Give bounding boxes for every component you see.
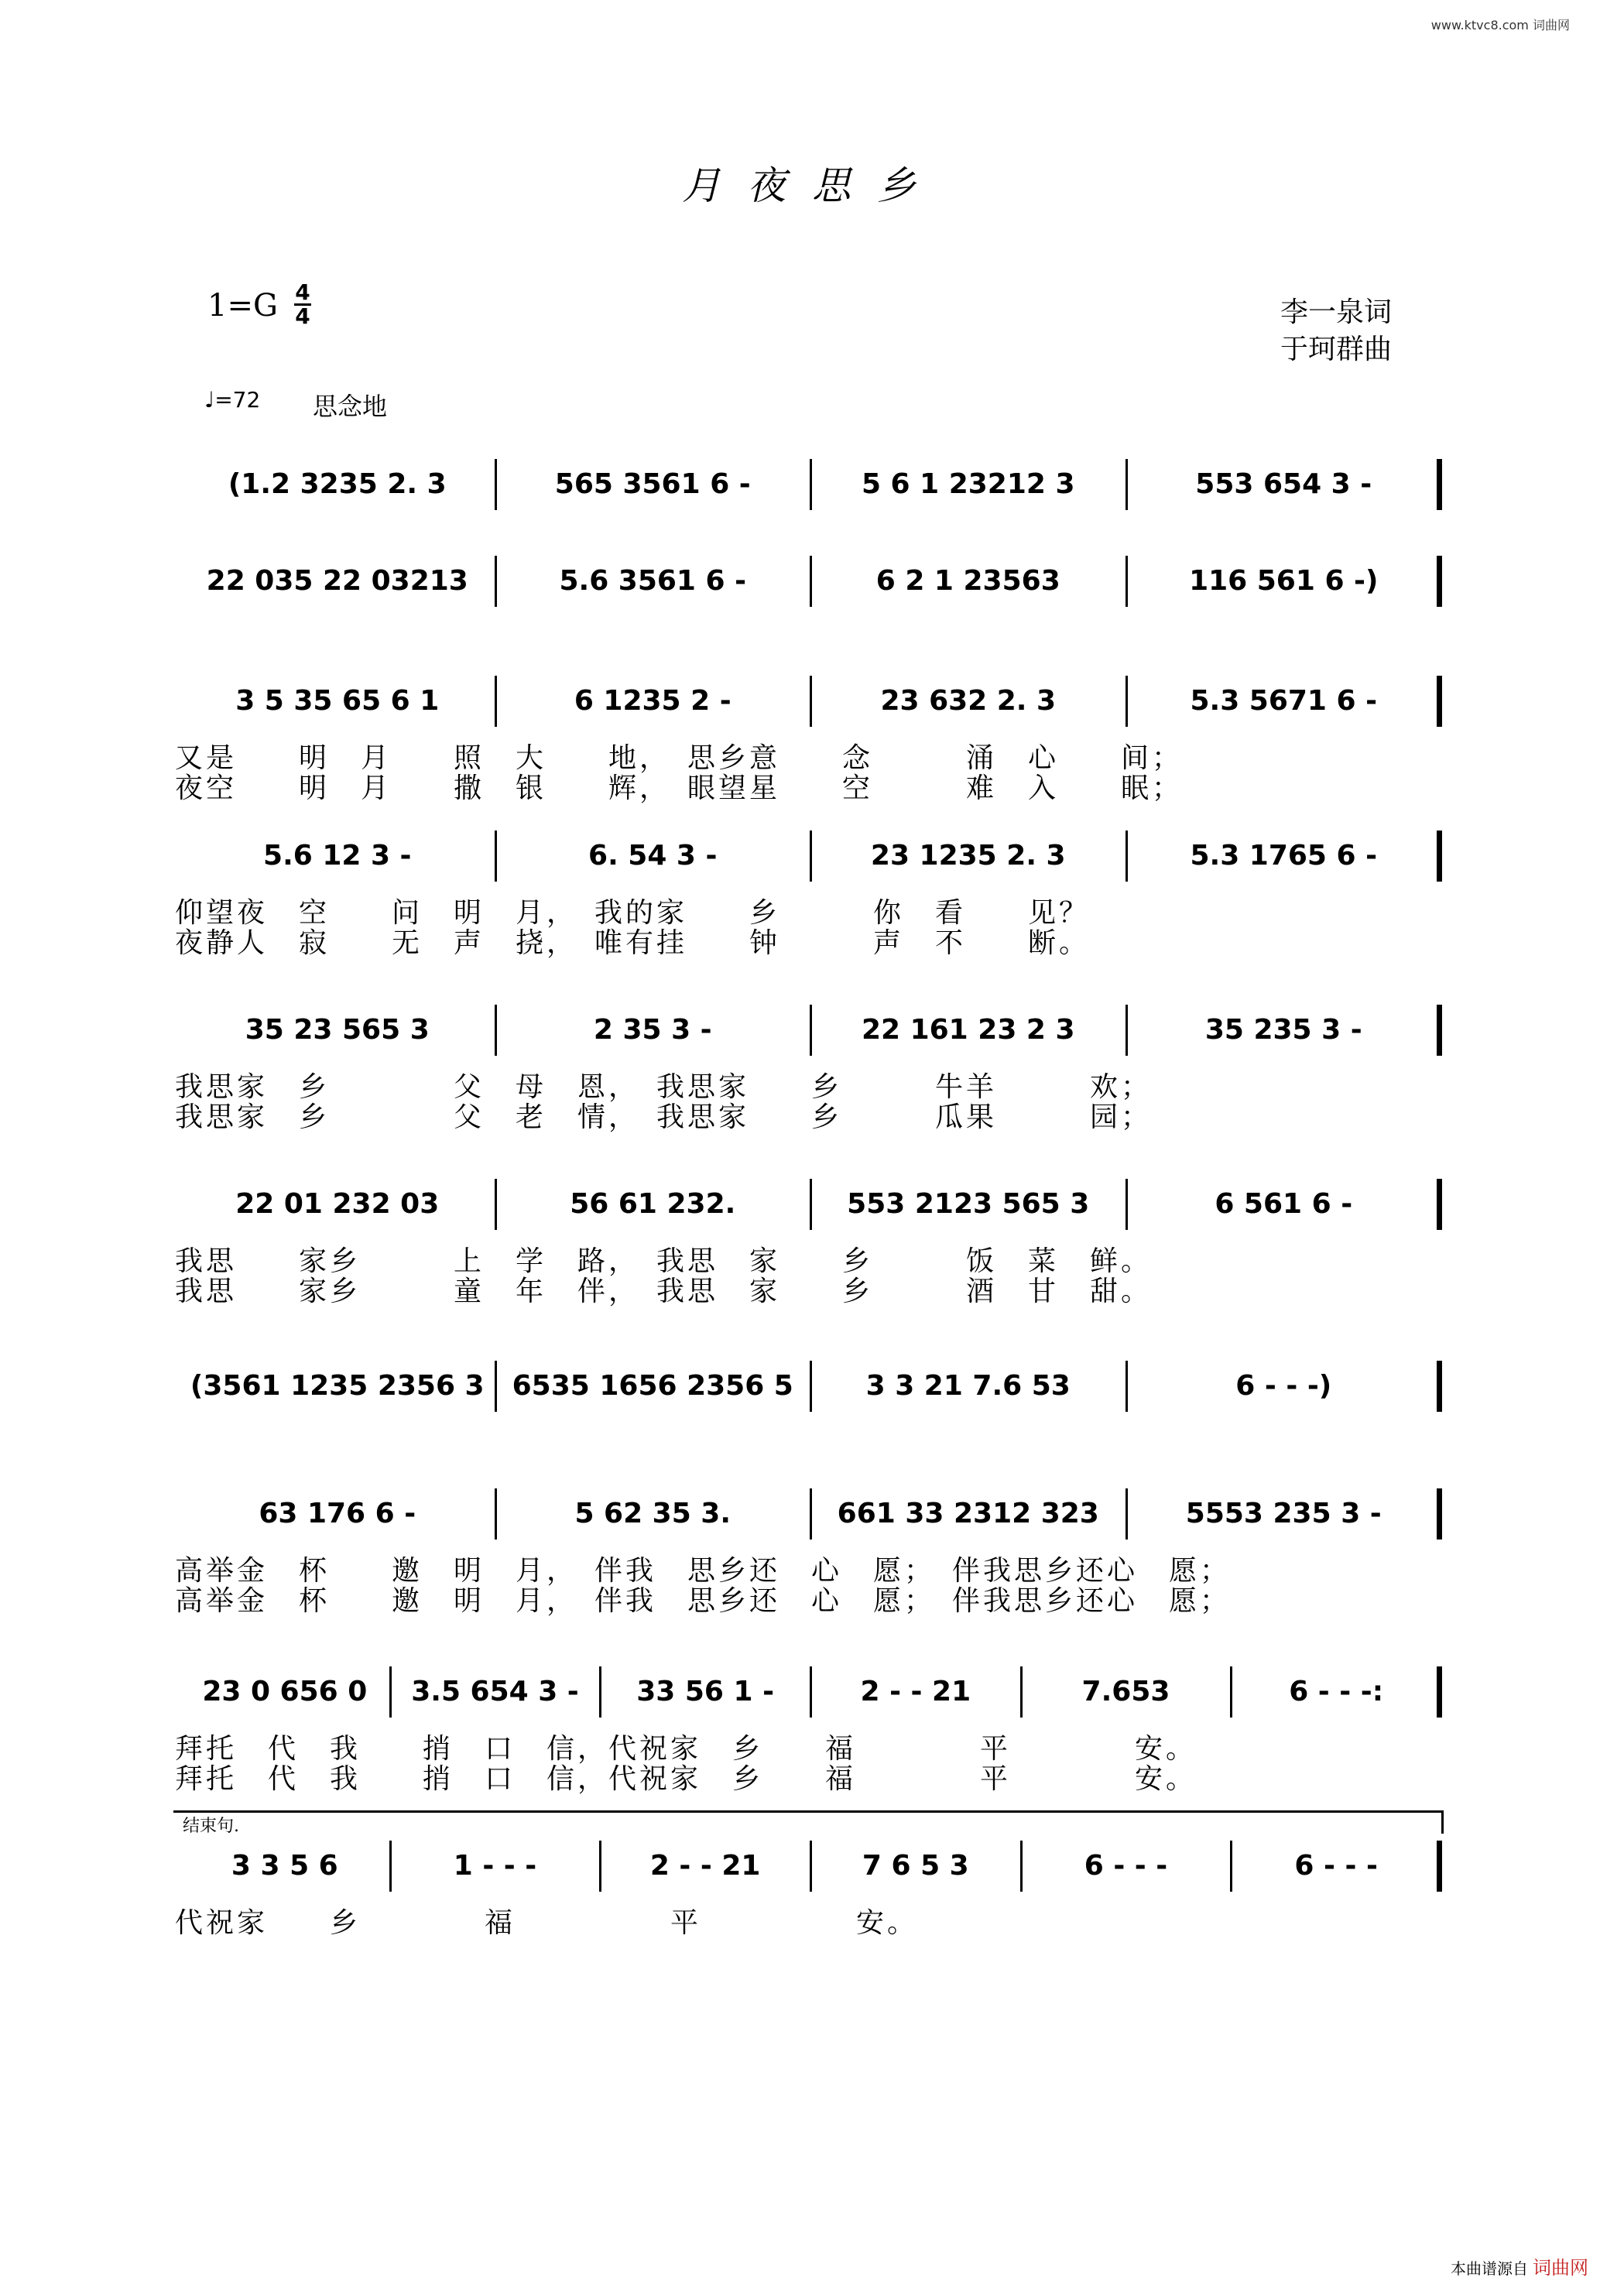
measure: 56 61 232. (570, 1188, 736, 1220)
measure: 661 33 2312 323 (837, 1498, 1099, 1529)
credits (1280, 294, 1392, 368)
score-row (0, 685, 1624, 804)
measure: 553 2123 565 3 (847, 1188, 1090, 1220)
measure: 2 - - 21 (860, 1676, 971, 1707)
time-signature-top: 4 (295, 279, 310, 305)
ending-bracket (173, 1810, 1443, 1831)
lyric-line: 我思家 乡 父 母 恩， 我思家 乡 牛羊 欢； (175, 1071, 1153, 1103)
barline (599, 1666, 601, 1718)
score-row (0, 1850, 1624, 1939)
ending-label: 结束句. (183, 1817, 239, 1836)
barline (495, 1488, 497, 1540)
barline (1437, 459, 1442, 510)
measure: 6535 1656 2356 5 (512, 1370, 793, 1402)
lyric-line: 又是 明 月 照 大 地， 思乡意 念 涌 心 间； (175, 742, 1184, 774)
barline (495, 1005, 497, 1056)
measure: 5.6 12 3 - (263, 840, 412, 872)
barline (810, 1841, 812, 1892)
measure: 7 6 5 3 (862, 1850, 969, 1882)
footer-credit (1451, 2252, 1588, 2279)
barline (810, 1488, 812, 1540)
score-row (0, 1188, 1624, 1307)
side-watermark (3, 0, 14, 2281)
barline (1125, 1488, 1128, 1540)
composer: 于珂群曲 (1280, 334, 1393, 365)
barline (1125, 556, 1128, 607)
time-signature (294, 279, 311, 329)
barline (389, 1841, 392, 1892)
measure: 22 035 22 03213 (206, 565, 468, 597)
barline (810, 831, 812, 882)
barline (495, 459, 497, 510)
footer-brand[interactable]: 词曲网 (1533, 2257, 1588, 2279)
measure: 23 1235 2. 3 (870, 840, 1066, 872)
barline (495, 556, 497, 607)
time-signature-bottom: 4 (295, 303, 310, 329)
barline (1125, 1361, 1128, 1412)
barline (1125, 1179, 1128, 1230)
site-tag: 词曲网 (1532, 18, 1570, 33)
score-row (0, 1370, 1624, 1416)
measure: 6 1235 2 - (574, 685, 731, 717)
barline (1125, 831, 1128, 882)
measure: 1 - - - (453, 1850, 537, 1882)
lyric-line: 夜静人 寂 无 声 挠， 唯有挂 钟 声 不 断。 (175, 927, 1091, 959)
lyric-line: 我思 家乡 上 学 路， 我思 家 乡 饭 菜 鲜。 (175, 1245, 1153, 1277)
measure: 7.653 (1081, 1676, 1170, 1707)
measure: 23 0 656 0 (202, 1676, 368, 1707)
barline (810, 676, 812, 727)
barline (495, 1361, 497, 1412)
score-row (0, 1014, 1624, 1133)
barline (1437, 1488, 1442, 1540)
score-row (0, 1498, 1624, 1617)
measure: 5553 235 3 - (1185, 1498, 1382, 1529)
footer-label: 本曲谱源自 (1451, 2259, 1528, 2278)
measure: 5.3 5671 6 - (1190, 685, 1378, 717)
barline (1437, 676, 1442, 727)
barline (1125, 676, 1128, 727)
lyric-line: 仰望夜 空 问 明 月， 我的家 乡 你 看 见？ (175, 897, 1091, 929)
measure: 2 35 3 - (593, 1014, 712, 1046)
measure: (1.2 3235 2. 3 (228, 468, 447, 500)
measure: 35 23 565 3 (245, 1014, 430, 1046)
barline (810, 1005, 812, 1056)
score-row (0, 565, 1624, 611)
measure: 5 62 35 3. (574, 1498, 731, 1529)
barline (495, 831, 497, 882)
site-header (1431, 15, 1570, 33)
barline (810, 1179, 812, 1230)
measure: 5 6 1 23212 3 (861, 468, 1075, 500)
lyric-line: 夜空 明 月 撒 银 辉， 眼望星 空 难 入 眠； (175, 772, 1184, 804)
lyricist: 李一泉词 (1280, 296, 1393, 328)
barline (1437, 1005, 1442, 1056)
measure: 116 561 6 -) (1189, 565, 1379, 597)
measure: 6 561 6 - (1215, 1188, 1353, 1220)
measure: 553 654 3 - (1195, 468, 1372, 500)
tempo-mark: ♩=72 (204, 387, 261, 413)
lyric-line: 拜托 代 我 捎 口 信，代祝家 乡 福 平 安。 (175, 1763, 1197, 1795)
site-url[interactable]: www.ktvc8.com (1430, 18, 1529, 33)
score-row (0, 1676, 1624, 1795)
measure: 22 01 232 03 (235, 1188, 440, 1220)
lyric-line: 我思家 乡 父 老 情， 我思家 乡 瓜果 园； (175, 1101, 1153, 1133)
measure: 6 - - -) (1235, 1370, 1332, 1402)
barline (1020, 1666, 1023, 1718)
barline (810, 1361, 812, 1412)
score-row (0, 840, 1624, 959)
barline (810, 556, 812, 607)
song-title: 月夜思乡 (682, 163, 942, 208)
measure: 3 3 5 6 (231, 1850, 338, 1882)
measure: 63 176 6 - (259, 1498, 416, 1529)
measure: 3.5 654 3 - (411, 1676, 579, 1707)
lyric-line: 拜托 代 我 捎 口 信，代祝家 乡 福 平 安。 (175, 1733, 1197, 1765)
ending-bracket-end (1441, 1810, 1444, 1834)
lyric-line: 高举金 杯 邀 明 月， 伴我 思乡还 心 愿； 伴我思乡还心 愿； (175, 1555, 1232, 1587)
barline (1230, 1666, 1232, 1718)
key-signature: 1=G (207, 288, 278, 324)
measure: 33 56 1 - (636, 1676, 775, 1707)
barline (1437, 1841, 1442, 1892)
barline (1437, 556, 1442, 607)
measure: 3 3 21 7.6 53 (865, 1370, 1071, 1402)
measure: 23 632 2. 3 (880, 685, 1057, 717)
expression-mark: 思念地 (313, 392, 388, 421)
measure: 35 235 3 - (1204, 1014, 1362, 1046)
barline (1230, 1841, 1232, 1892)
measure: (3561 1235 2356 3 (190, 1370, 485, 1402)
measure: 565 3561 6 - (554, 468, 751, 500)
barline (495, 676, 497, 727)
score-row (0, 468, 1624, 515)
barline (495, 1179, 497, 1230)
barline (389, 1666, 392, 1718)
barline (599, 1841, 601, 1892)
measure: 6 - - -: (1289, 1676, 1384, 1707)
lyric-line: 代祝家 乡 福 平 安。 (175, 1907, 919, 1939)
measure: 6. 54 3 - (588, 840, 718, 872)
measure: 6 - - - (1084, 1850, 1168, 1882)
measure: 22 161 23 2 3 (861, 1014, 1075, 1046)
measure: 2 - - 21 (649, 1850, 761, 1882)
lyric-line: 高举金 杯 邀 明 月， 伴我 思乡还 心 愿； 伴我思乡还心 愿； (175, 1585, 1232, 1617)
lyric-line: 我思 家乡 童 年 伴， 我思 家 乡 酒 甘 甜。 (175, 1276, 1153, 1307)
measure: 5.3 1765 6 - (1190, 840, 1378, 872)
measure: 6 - - - (1294, 1850, 1378, 1882)
barline (1437, 1666, 1442, 1718)
barline (1437, 1361, 1442, 1412)
barline (1020, 1841, 1023, 1892)
barline (810, 459, 812, 510)
barline (1125, 459, 1128, 510)
barline (1437, 831, 1442, 882)
barline (1125, 1005, 1128, 1056)
barline (810, 1666, 812, 1718)
measure: 3 5 35 65 6 1 (235, 685, 440, 717)
barline (1437, 1179, 1442, 1230)
measure: 5.6 3561 6 - (559, 565, 747, 597)
measure: 6 2 1 23563 (875, 565, 1060, 597)
